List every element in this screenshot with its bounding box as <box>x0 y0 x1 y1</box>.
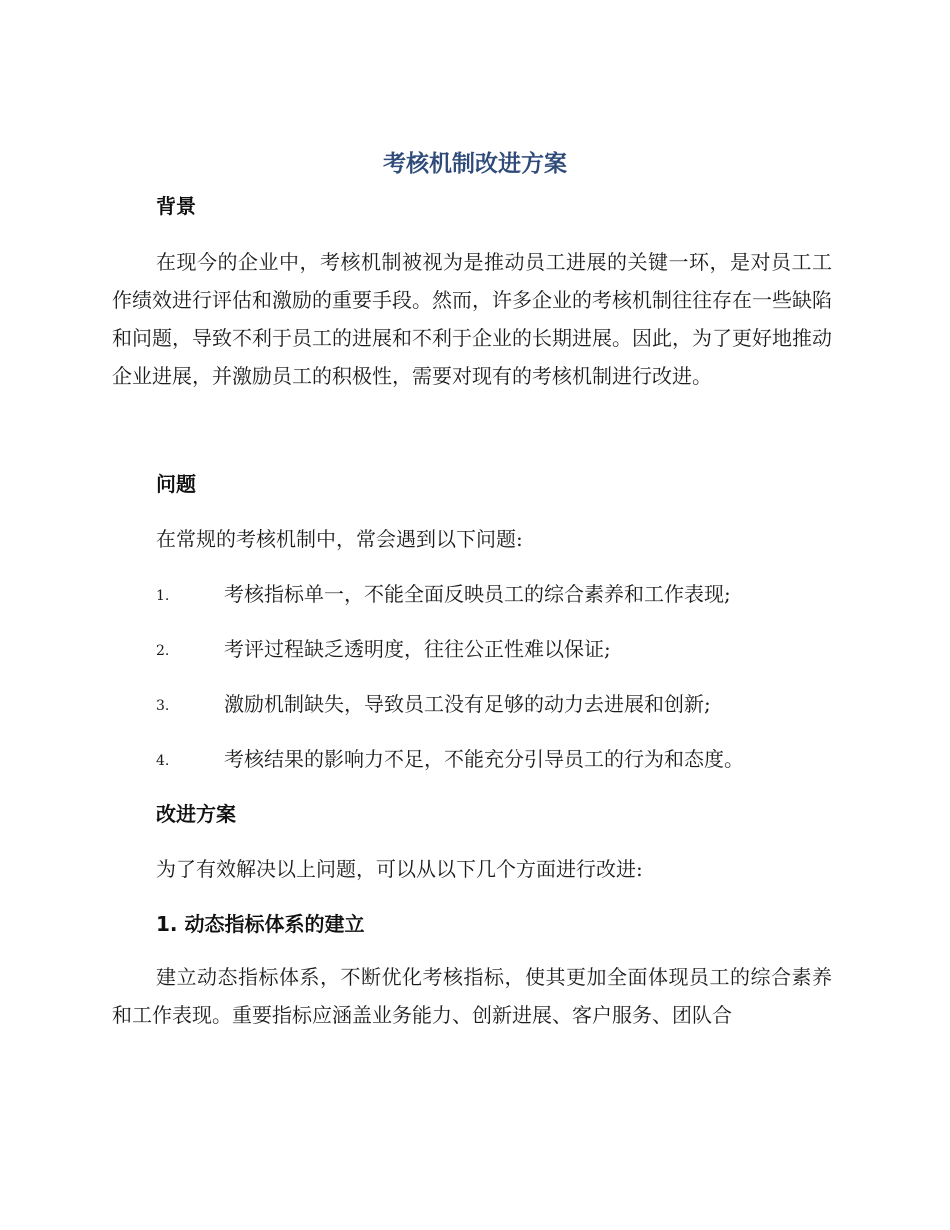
list-item-number: 4. <box>156 753 170 769</box>
plan-intro: 为了有效解决以上问题，可以从以下几个方面进行改进: <box>156 857 643 881</box>
section-heading-background: 背景 <box>156 194 196 218</box>
list-item-text: 考核结果的影响力不足，不能充分引导员工的行为和态度。 <box>224 747 744 771</box>
section-heading-problems: 问题 <box>156 472 196 496</box>
list-item-text: 激励机制缺失，导致员工没有足够的动力去进展和创新; <box>224 692 711 716</box>
list-item-text: 考评过程缺乏透明度，往往公正性难以保证; <box>224 637 611 661</box>
dynamic-indicators-paragraph: 建立动态指标体系，不断优化考核指标，使其更加全面体现员工的综合素养和工作表现。重要指标应涵盖业务能力、创新进展、客户服务、团队合 <box>112 965 832 1027</box>
section-heading-plan: 改进方案 <box>156 802 236 826</box>
list-item-number: 2. <box>156 643 170 659</box>
list-item-text: 考核指标单一，不能全面反映员工的综合素养和工作表现; <box>224 582 731 606</box>
list-item-number: 1. <box>156 588 170 604</box>
problems-intro: 在常规的考核机制中，常会遇到以下问题: <box>156 527 523 551</box>
list-item-number: 3. <box>156 698 170 714</box>
document-title: 考核机制改进方案 <box>383 151 567 177</box>
background-paragraph: 在现今的企业中，考核机制被视为是推动员工进展的关键一环，是对员工工作绩效进行评估和激励的重要手段。然而，许多企业的考核机制往往存在一些缺陷和问题，导致不利于员工的进展和不利于企业的长期进展。因此，为了更好地推动企业进展，并激励员工的积极性，需要对现有的考核机制进行改进。 <box>112 250 832 388</box>
subsection-heading-dynamic-indicators: 1. 动态指标体系的建立 <box>156 912 365 936</box>
